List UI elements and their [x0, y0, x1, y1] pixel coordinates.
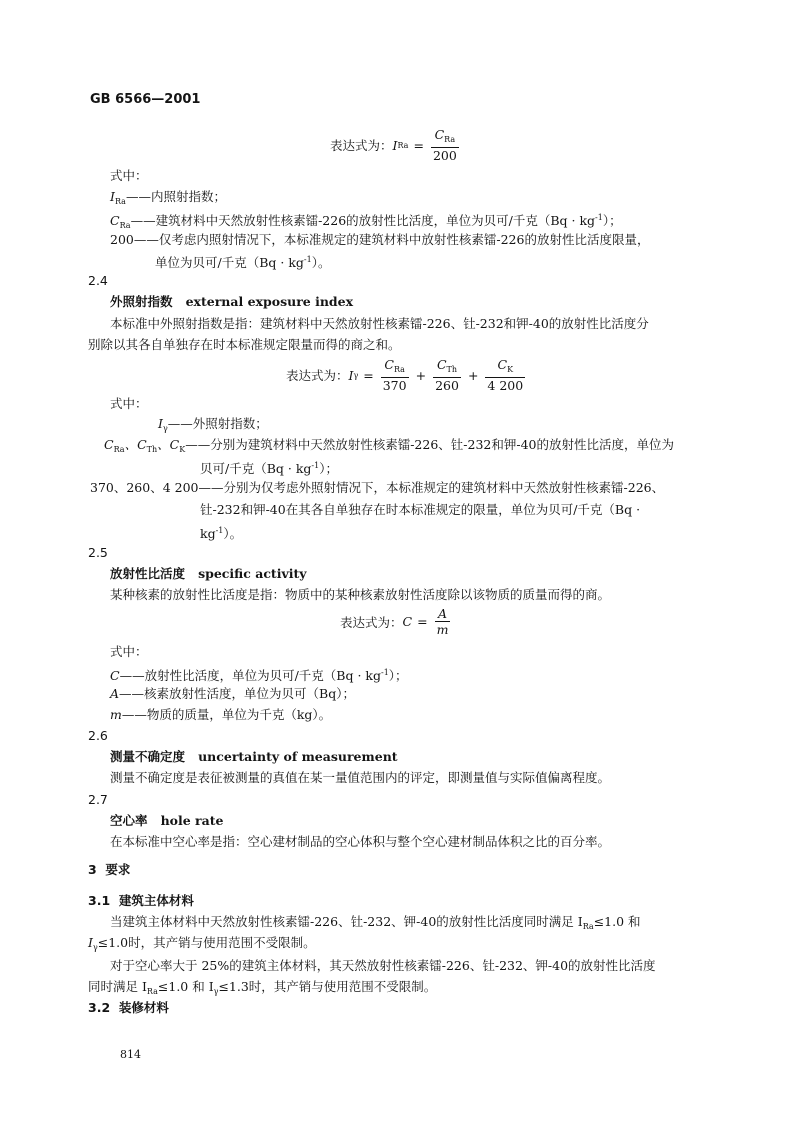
where-label: 式中： [110, 396, 148, 411]
fraction: $\frac{C_{Ra}}{370}$ [382, 357, 407, 393]
definition-item: 370、260、4 200——分别为仅考虑外照射情况下，本标准规定的建筑材料中天然放射性核素镭-226、 [90, 480, 665, 495]
definition-item: $C_{Ra}$、$C_{Th}$、$C_K——$分别为建筑材料中天然放射性核素镭-226、钍-232和钾-40的放射性比活度，单位为 [104, 437, 674, 454]
section-number: 2.7 [88, 792, 108, 807]
definition-continuation: 贝可/千克$(Bq \cdot kg^{-1})$； [200, 461, 338, 476]
definition-continuation: 钍-232和钾-40在其各自单独存在时本标准规定的限量，单位为贝可/千克（Bq · [200, 502, 641, 517]
standard-code: GB 6566—2001 [90, 92, 201, 107]
term-heading: 测量不确定度 uncertainty of measurement [110, 749, 398, 764]
subsection-heading: 3.1 建筑主体材料 [88, 893, 194, 908]
fraction: $\frac{C_{Th}}{260}$ [435, 357, 459, 393]
subsection-heading: 3.2 装修材料 [88, 1000, 169, 1015]
definition-item: A——核素放射性活度，单位为贝可（Bq）； [110, 686, 355, 701]
formula-external-index: 表达式为： I γ = $\frac{C_{Ra}}{370}$ + $\frac{C_{Th}}{260}$ + $\frac{C_K}{4 200}$ [286, 357, 524, 393]
formula-specific-activity: 表达式为： C = $\frac{A}{m}$ [340, 606, 449, 637]
section-heading: 3 要求 [88, 862, 131, 877]
section-number: 2.5 [88, 545, 108, 560]
where-label: 式中： [110, 168, 148, 183]
paragraph-line: 当建筑主体材料中天然放射性核素镭-226、钍-232、钾-40的放射性比活度同时满足 $I_{Ra}\le 1.0$ 和 [110, 914, 641, 931]
definition-item: C——放射性比活度，单位为贝可/千克$(Bq \cdot kg^{-1})$； [110, 668, 408, 683]
term-heading: 空心率 hole rate [110, 813, 224, 828]
paragraph-line: 同时满足 $I_{Ra}\le 1.0$ 和 $I_\gamma\le 1.3$时，其产销与使用范围不受限制。 [88, 979, 437, 996]
term-heading: 放射性比活度 specific activity [110, 566, 307, 581]
definition-continuation: $kg^{-1}$）。 [200, 526, 243, 541]
definition-item: $I_{Ra}——$内照射指数； [110, 189, 226, 206]
definition-continuation: 单位为贝可/千克$(Bq \cdot kg^{-1})$。 [155, 255, 331, 270]
definition-item: $C_{Ra}——$建筑材料中天然放射性核素镭-226的放射性比活度，单位为贝可/千克$(Bq \cdot kg^{-1})$； [110, 213, 622, 230]
term-heading: 外照射指数 external exposure index [110, 294, 354, 309]
definition-item: 200——仅考虑内照射情况下，本标准规定的建筑材料中放射性核素镭-226的放射性比活度限量， [110, 232, 650, 247]
definition-text: 本标准中外照射指数是指：建筑材料中天然放射性核素镭-226、钍-232和钾-40的放射性比活度分 [110, 316, 649, 331]
fraction: $\frac{C_{Ra}}{200}$ [432, 127, 457, 163]
paragraph-line: $I_\gamma\le 1.0$时，其产销与使用范围不受限制。 [88, 935, 316, 952]
page-number: 814 [120, 1048, 141, 1061]
definition-text: 在本标准中空心率是指：空心建材制品的空心体积与整个空心建材制品体积之比的百分率。 [110, 834, 611, 849]
fraction: $\frac{A}{m}$ [436, 606, 449, 637]
definition-item: $I_\gamma——$外照射指数； [158, 416, 268, 433]
definition-text: 某种核素的放射性比活度是指：物质中的某种核素放射性活度除以该物质的质量而得的商。 [110, 587, 611, 602]
definition-text: 别除以其各自单独存在时本标准规定限量而得的商之和。 [88, 337, 401, 352]
where-label: 式中： [110, 644, 148, 659]
fraction: $\frac{C_K}{4 200}$ [487, 357, 524, 393]
paragraph-line: 对于空心率大于 25%的建筑主体材料，其天然放射性核素镭-226、钍-232、钾-40的放射性比活度 [110, 958, 656, 973]
formula-internal-index: 表达式为： I Ra = $\frac{C_{Ra}}{200}$ [330, 127, 457, 163]
definition-text: 测量不确定度是表征被测量的真值在某一量值范围内的评定，即测量值与实际值偏离程度。 [110, 770, 611, 785]
section-number: 2.6 [88, 728, 108, 743]
definition-item: m——物质的质量，单位为千克（kg）。 [110, 707, 332, 722]
section-number: 2.4 [88, 273, 108, 288]
